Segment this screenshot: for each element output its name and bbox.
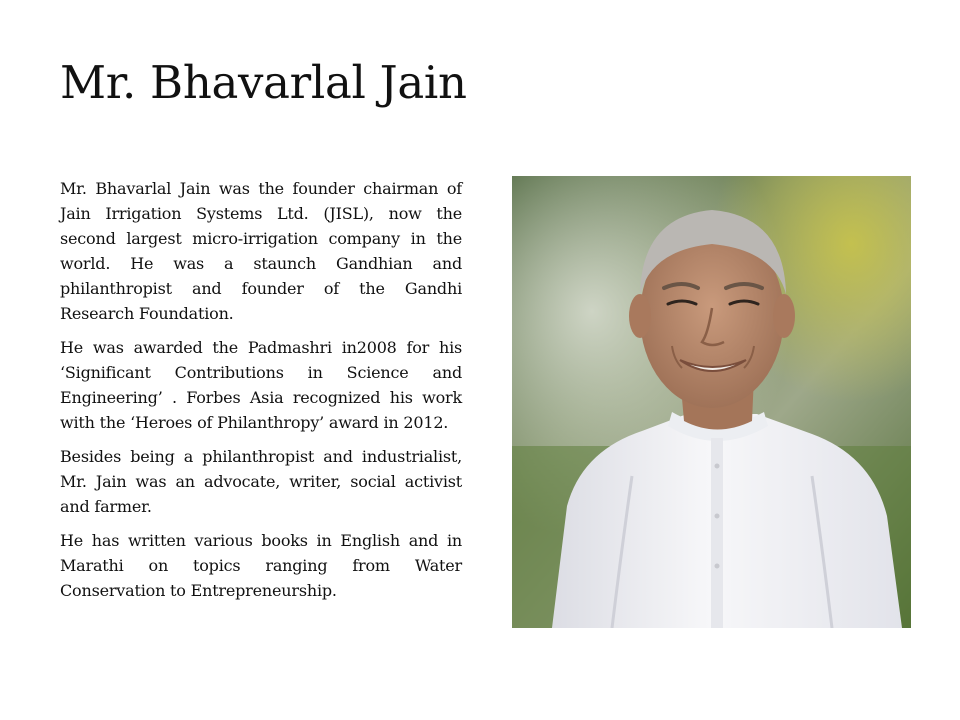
paragraph-books: He has written various books in English and in Marathi on topics ranging from Water Conservation to Entrepreneurship. bbox=[60, 531, 462, 600]
body-text bbox=[60, 176, 462, 612]
paragraph-roles: Besides being a philanthropist and industrialist, Mr. Jain was an advocate, writer, social activist and farmer. bbox=[60, 447, 462, 516]
paragraph-awards: He was awarded the Padmashri in2008 for his ‘Significant Contributions in Science and Engineering’ . Forbes Asia recognized his work with the ‘Heroes of Philanthropy’ award in 2012. bbox=[60, 338, 462, 432]
portrait-image bbox=[512, 176, 911, 628]
paragraph-intro: Mr. Bhavarlal Jain was the founder chairman of Jain Irrigation Systems Ltd. (JISL), now the second largest micro-irrigation company in the world. He was a staunch Gandhian and philanthropist and founder of the Gandhi Research Foundation. bbox=[60, 179, 462, 323]
portrait-photo bbox=[512, 176, 911, 628]
slide-title: Mr. Bhavarlal Jain bbox=[60, 56, 467, 109]
